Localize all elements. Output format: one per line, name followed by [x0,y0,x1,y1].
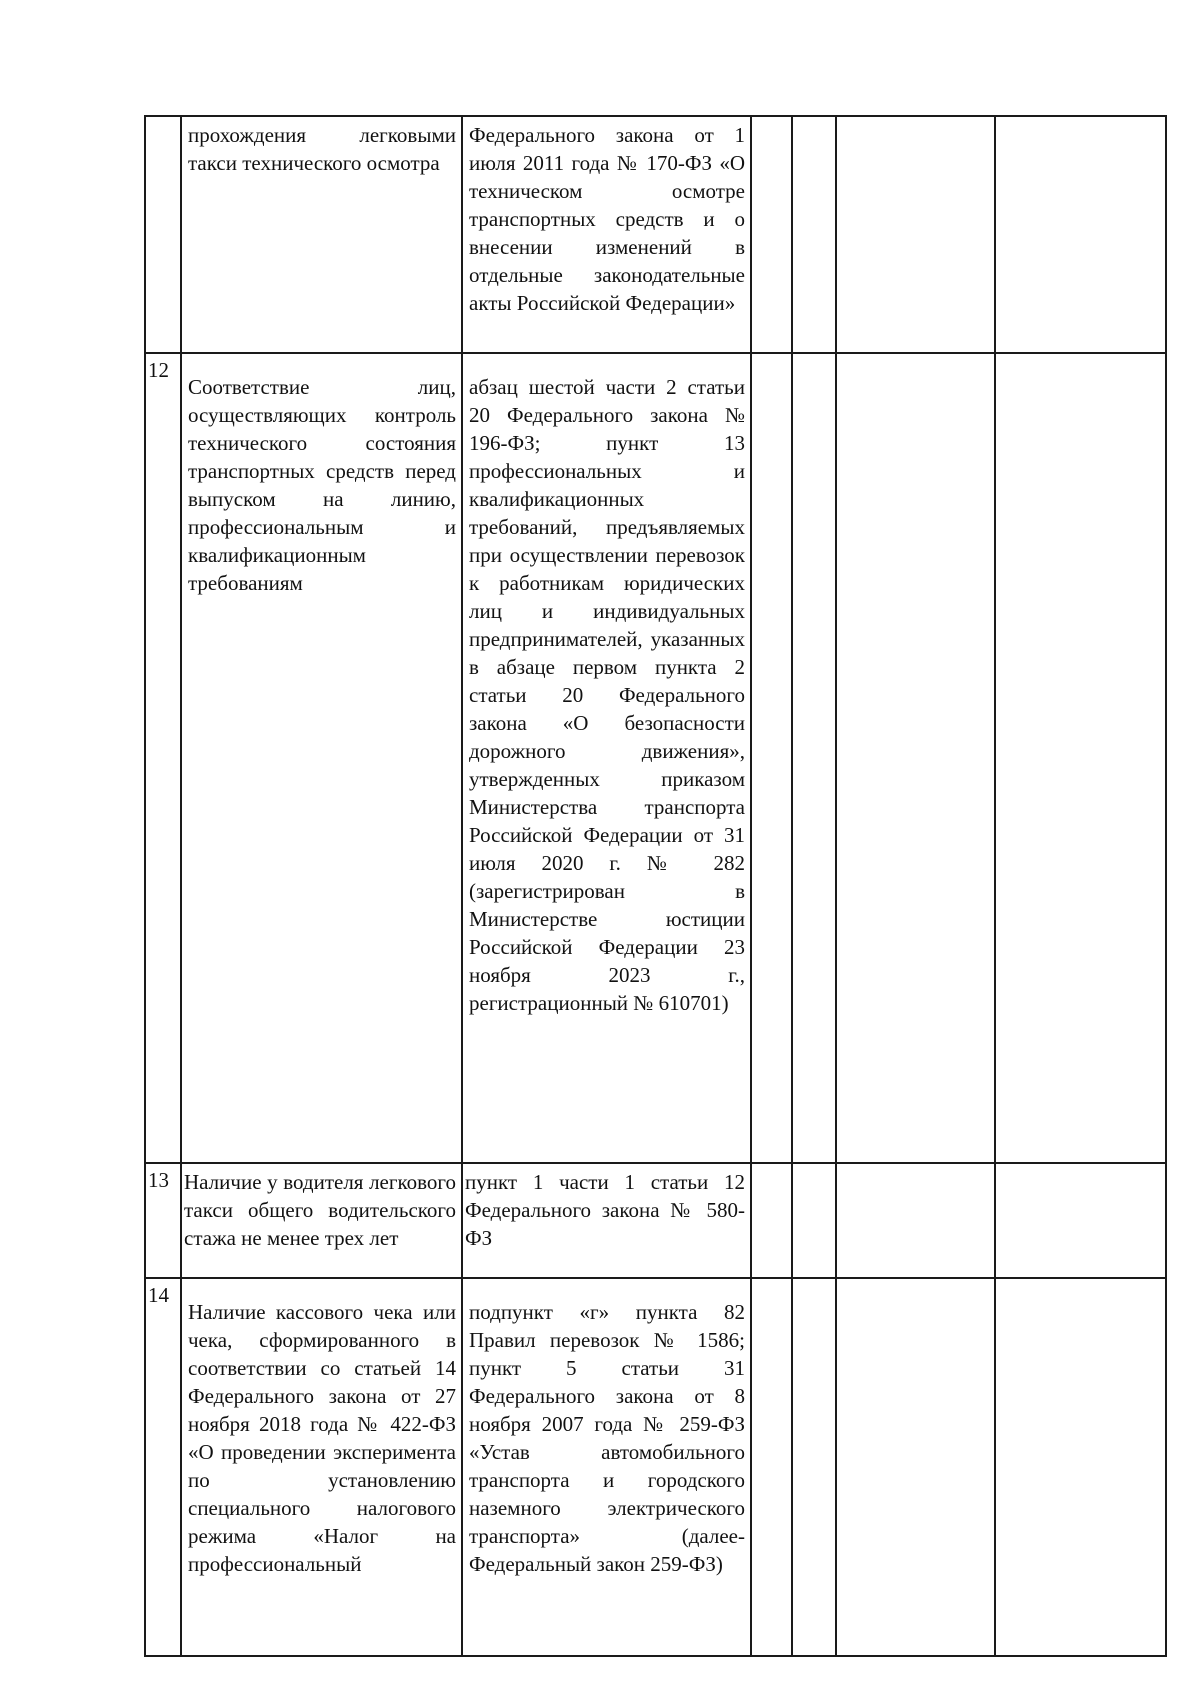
row-number [145,116,181,353]
row-number: 12 [145,353,181,1163]
legal-basis-cell [462,353,751,1163]
empty-cell [751,353,792,1163]
empty-cell [995,116,1166,353]
legal-basis-cell [462,1278,751,1656]
empty-cell [751,1163,792,1278]
empty-cell [792,1163,836,1278]
requirement-text: Соответствие лиц, осуществляющих контроль технического состояния транспортных средств перед выпуском на линию, профессиональным и квалификационным требованиям [188,375,456,595]
empty-cell [836,1278,995,1656]
requirements-table [144,115,1167,1657]
row-number: 14 [145,1278,181,1656]
empty-cell [792,1278,836,1656]
empty-cell [751,1278,792,1656]
row-number: 13 [145,1163,181,1278]
table-row [145,1278,1166,1656]
legal-basis-cell: Федерального закона от 1 июля 2011 года № 170-ФЗ «О техническом осмотре транспортных средств и о внесении изменений в отдельные законодательные акты Российской Федерации» [462,116,751,353]
empty-cell [792,116,836,353]
requirement-text: Наличие кассового чека или чека, сформированного в соответствии со статьей 14 Федерального закона от 27 ноября 2018 года № 422-ФЗ «О проведении эксперимента по установлению специального налогового режима «Налог на профессиональный [188,1300,456,1576]
legal-basis-text: подпункт «г» пункта 82 Правил перевозок № 1586; пункт 5 статьи 31 Федерального закона от 8 ноября 2007 года № 259-ФЗ «Устав автомобильного транспорта и городского наземного электрического транспорта» (далее-Федеральный закон 259-ФЗ) [469,1300,745,1576]
table-row [145,1163,1166,1278]
legal-basis-text: абзац шестой части 2 статьи 20 Федерального закона № 196-ФЗ; пункт 13 профессиональных и квалификационных требований, предъявляемых при осуществлении перевозок к работникам юридических лиц и индивидуальных предпринимателей, указанных в абзаце первом пункта 2 статьи 20 Федерального закона «О безопасности дорожного движения», утвержденных приказом Министерства транспорта Российской Федерации от 31 июля 2020 г. № 282 (зарегистрирован в Министерстве юстиции Российской Федерации 23 ноября 2023 г., регистрационный № 610701) [469,375,745,1015]
empty-cell [836,116,995,353]
requirement-cell: Наличие у водителя легкового такси общего водительского стажа не менее трех лет [181,1163,462,1278]
empty-cell [995,1278,1166,1656]
empty-cell [792,353,836,1163]
empty-cell [751,116,792,353]
legal-basis-cell: пункт 1 части 1 статьи 12 Федерального закона № 580-ФЗ [462,1163,751,1278]
empty-cell [995,1163,1166,1278]
table-row [145,116,1166,353]
empty-cell [836,1163,995,1278]
empty-cell [995,353,1166,1163]
table-row [145,353,1166,1163]
requirement-cell [181,353,462,1163]
requirement-cell [181,1278,462,1656]
empty-cell [836,353,995,1163]
requirement-cell: прохождения легковыми такси технического осмотра [181,116,462,353]
